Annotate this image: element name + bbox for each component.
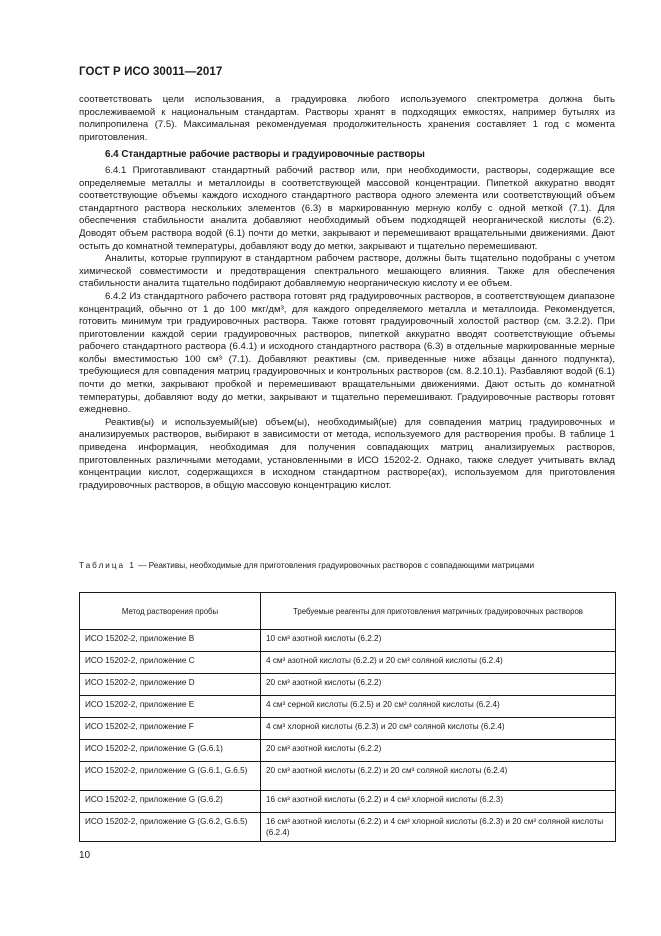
table-header-row <box>80 593 616 630</box>
cell-reagents: 4 см³ азотной кислоты (6.2.2) и 20 см³ соляной кислоты (6.2.4) <box>261 652 616 674</box>
cell-method: ИСО 15202-2, приложение G (G.6.2) <box>80 791 261 813</box>
table-caption <box>79 560 615 571</box>
table-row <box>80 813 616 842</box>
table-caption-label: Таблица 1 <box>79 561 136 570</box>
table-row <box>80 652 616 674</box>
table-row <box>80 762 616 791</box>
column-header-method: Метод растворения пробы <box>80 593 261 630</box>
cell-reagents: 16 см³ азотной кислоты (6.2.2) и 4 см³ хлорной кислоты (6.2.3) и 20 см³ соляной кислоты (6.2.4) <box>261 813 616 842</box>
table-row <box>80 718 616 740</box>
paragraph-6-4-1: 6.4.1 Приготавливают стандартный рабочий раствор или, при необходимости, растворы, содержащие все определяемые металлы и металлоиды в соответствующей массовой концентрации. Пипеткой аккуратно вводят соответствующие объемы каждого исходного стандартного раствора одного элемента или соответствующий объем стандартного раствора нескольких элементов (6.3) в маркированную мерную колбу с одной меткой (7.1). Для обеспечения стабильности аналита добавляют необходимый объем подходящей неорганической кислоты (6.2). Доводят объем раствора водой (6.1) почти до метки, закрывают и перемешивают вращательными движениями. Дают остыть до комнатной температуры, добавляют воду до метки, закрывают и тщательно перемешивают. <box>79 164 615 252</box>
cell-method: ИСО 15202-2, приложение G (G.6.2, G.6.5) <box>80 813 261 842</box>
table-caption-text: — Реактивы, необходимые для приготовления градуировочных растворов с совпадающими матрицами <box>135 561 535 570</box>
table-row <box>80 696 616 718</box>
cell-method: ИСО 15202-2, приложение F <box>80 718 261 740</box>
cell-reagents: 20 см³ азотной кислоты (6.2.2) <box>261 740 616 762</box>
table-row <box>80 630 616 652</box>
reagents-table <box>79 592 616 842</box>
cell-reagents: 20 см³ азотной кислоты (6.2.2) <box>261 674 616 696</box>
cell-reagents: 16 см³ азотной кислоты (6.2.2) и 4 см³ хлорной кислоты (6.2.3) <box>261 791 616 813</box>
cell-reagents: 4 см³ хлорной кислоты (6.2.3) и 20 см³ соляной кислоты (6.2.4) <box>261 718 616 740</box>
table-row <box>80 740 616 762</box>
cell-reagents: 20 см³ азотной кислоты (6.2.2) и 20 см³ соляной кислоты (6.2.4) <box>261 762 616 791</box>
cell-method: ИСО 15202-2, приложение G (G.6.1) <box>80 740 261 762</box>
cell-method: ИСО 15202-2, приложение C <box>80 652 261 674</box>
column-header-reagents: Требуемые реагенты для приготовления матричных градуировочных растворов <box>261 593 616 630</box>
cell-method: ИСО 15202-2, приложение D <box>80 674 261 696</box>
cell-method: ИСО 15202-2, приложение G (G.6.1, G.6.5) <box>80 762 261 791</box>
cell-reagents: 4 см³ серной кислоты (6.2.5) и 20 см³ соляной кислоты (6.2.4) <box>261 696 616 718</box>
paragraph-6-4-2-b: Реактив(ы) и используемый(ые) объем(ы), необходимый(ые) для совпадения матриц градуировочных и анализируемых растворов, выбирают в зависимости от метода, используемого для растворения пробы. В таблице 1 приведена информация, необходимая для получения совпадающих матриц анализируемых растворов, приготовленных различными методами, установленными в ИСО 15202-2. Однако, также следует учитывать вклад концентрации кислот, содержащихся в исходном стандартном растворе(ах), используемом для приготовления градуировочных растворов, в общую массовую концентрацию кислот. <box>79 416 615 491</box>
table-row <box>80 674 616 696</box>
section-heading-6-4: 6.4 Стандартные рабочие растворы и градуировочные растворы <box>105 149 425 161</box>
page-number: 10 <box>79 850 91 861</box>
paragraph-6-4-1-b: Аналиты, которые группируют в стандартном рабочем растворе, должны быть тщательно подобраны с учетом химической совместимости и предотвращения спектрального мешающего влияния. Также для обеспечения стабильности аналита тщательно подбирают добавляемую неорганическую кислоту и ее объем. <box>79 253 615 290</box>
table-row <box>80 791 616 813</box>
paragraph-continuation: соответствовать цели использования, а градуировка любого используемого спектрометра должна быть прослеживаемой к национальным стандартам. Растворы хранят в подходящих емкостях, например бутылях из полипропилена (7.5). Максимальная рекомендуемая продолжительность хранения составляет 1 год с момента приготовления. <box>79 94 615 143</box>
document-header: ГОСТ Р ИСО 30011—2017 <box>79 66 223 78</box>
cell-method: ИСО 15202-2, приложение E <box>80 696 261 718</box>
paragraph-6-4-2: 6.4.2 Из стандартного рабочего раствора готовят ряд градуировочных растворов, в соответствующем диапазоне концентраций, обычно от 1 до 100 мкг/дм³, для каждого определяемого металла и металлоида. Рекомендуется, готовить минимум три градуировочных раствора. Также готовят градуировочный холостой раствор (см. 3.2.2). При приготовлении каждой серии градуировочных растворов, пипеткой аккуратно вводят соответствующие объемы рабочего стандартного раствора (6.4.1) и исходного стандартного раствора (6.3) в отдельные маркированные мерные колбы вместимостью 100 см³ (7.1). Добавляют реактивы (см. приведенные ниже абзацы данного подпункта), требующиеся для совпадения матриц градуировочных и контрольных растворов (см. 8.2.10.1). Разбавляют водой (6.1) почти до метки, закрывают пробкой и перемешивают вращательными движениями. Дают остыть до комнатной температуры, добавляют воду до метки, закрывают и тщательно перемешивают. Градуировочные растворы готовят ежедневно. <box>79 290 615 416</box>
cell-reagents: 10 см³ азотной кислоты (6.2.2) <box>261 630 616 652</box>
cell-method: ИСО 15202-2, приложение B <box>80 630 261 652</box>
body-text <box>79 94 615 492</box>
